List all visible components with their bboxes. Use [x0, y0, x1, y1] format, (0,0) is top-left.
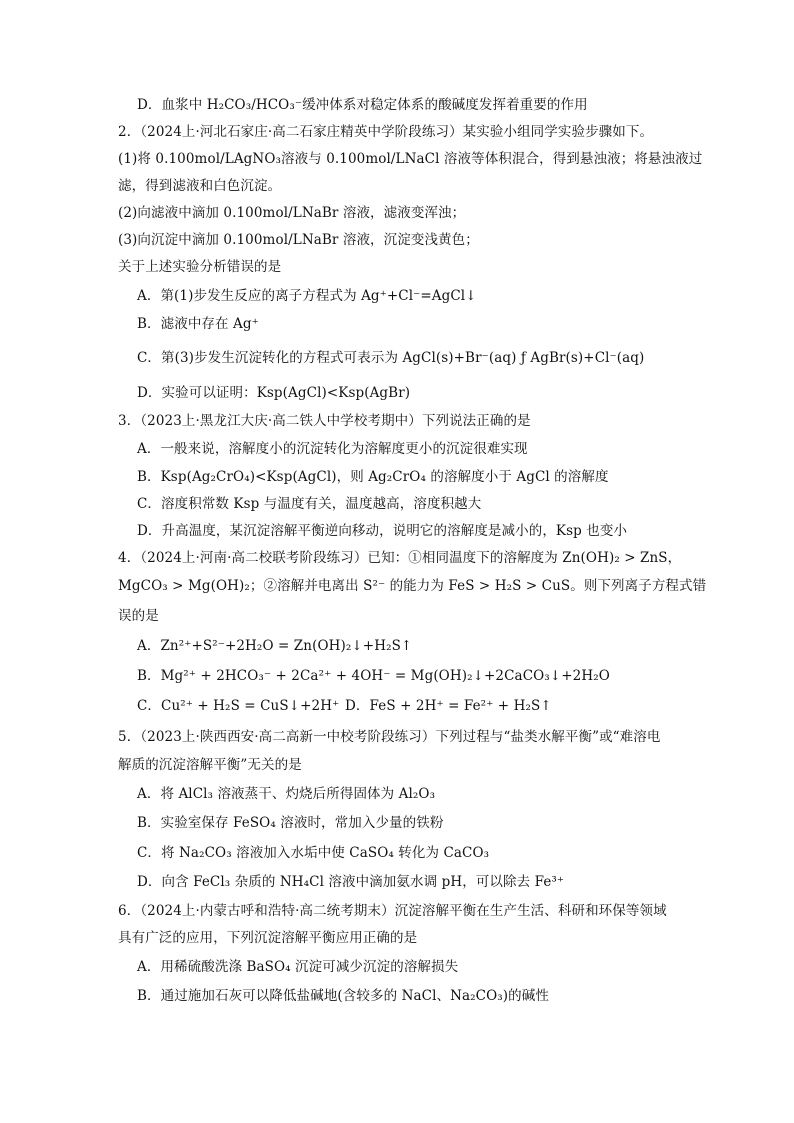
q5-option-b: B．实验室保存 FeSO₄ 溶液时，常加入少量的铁粉 [137, 815, 444, 831]
q5-stem-cont: 解质的沉淀溶解平衡”无关的是 [118, 757, 302, 773]
q2-step2: (2)向滤液中滴加 0.100mol/LNaBr 溶液，滤液变浑浊； [118, 205, 466, 221]
q4-stem-end: 误的是 [118, 608, 159, 624]
q5-option-d: D．向含 FeCl₃ 杂质的 NH₄Cl 溶液中滴加氨水调 pH，可以除去 Fe³⁺ [137, 874, 565, 890]
q2-option-d: D．实验可以证明：Ksp(AgCl)<Ksp(AgBr) [137, 385, 411, 401]
q3-option-b: B．Ksp(Ag₂CrO₄)<Ksp(AgCl)，则 Ag₂CrO₄ 的溶解度小于 AgCl 的溶解度 [137, 469, 609, 485]
q5-option-c: C．将 Na₂CO₃ 溶液加入水垢中使 CaSO₄ 转化为 CaCO₃ [137, 845, 490, 861]
q2-step1: (1)将 0.100mol/LAgNO₃溶液与 0.100mol/LNaCl 溶液等体积混合，得到悬浊液；将悬浊液过 [118, 151, 703, 167]
q2-step3: (3)向沉淀中滴加 0.100mol/LNaBr 溶液，沉淀变浅黄色； [118, 232, 479, 248]
q3-option-c: C．溶度积常数 Ksp 与温度有关，温度越高，溶度积越大 [137, 496, 482, 512]
q2-question: 关于上述实验分析错误的是 [118, 259, 282, 275]
q6-stem-cont: 具有广泛的应用，下列沉淀溶解平衡应用正确的是 [118, 930, 418, 946]
q2-stem: 2．（2024上·河北石家庄·高二石家庄精英中学阶段练习）某实验小组同学实验步骤如下。 [118, 124, 654, 140]
q6-option-b: B．通过施加石灰可以降低盐碱地(含较多的 NaCl、Na₂CO₃)的碱性 [137, 988, 549, 1004]
q6-stem: 6．（2024上·内蒙古呼和浩特·高二统考期末）沉淀溶解平衡在生产生活、科研和环保等领域 [118, 903, 667, 919]
q5-stem: 5．（2023上·陕西西安·高二高新一中校考阶段练习）下列过程与“盐类水解平衡”或“难溶电 [118, 729, 661, 745]
q3-stem: 3．（2023上·黑龙江大庆·高二铁人中学校考期中）下列说法正确的是 [118, 413, 531, 429]
q4-option-a: A．Zn²⁺+S²⁻+2H₂O = Zn(OH)₂↓+H₂S↑ [137, 638, 413, 654]
q4-stem: 4．（2024上·河南·高二校联考阶段练习）已知：①相同温度下的溶解度为 Zn(OH)₂ > ZnS， [118, 550, 682, 566]
q2-option-c: C．第(3)步发生沉淀转化的方程式可表示为 AgCl(s)+Br⁻(aq) ƒ AgBr(s)+Cl⁻(aq) [137, 350, 645, 366]
q2-option-a: A．第(1)步发生反应的离子方程式为 Ag⁺+Cl⁻=AgCl↓ [137, 288, 477, 304]
q3-option-a: A．一般来说，溶解度小的沉淀转化为溶解度更小的沉淀很难实现 [137, 441, 528, 457]
q4-option-b: B．Mg²⁺ + 2HCO₃⁻ + 2Ca²⁺ + 4OH⁻ = Mg(OH)₂↓+2CaCO₃↓+2H₂O [137, 668, 610, 684]
q4-option-c: C．Cu²⁺ + H₂S = CuS↓+2H⁺ [137, 698, 340, 714]
q6-option-a: A．用稀硫酸洗涤 BaSO₄ 沉淀可减少沉淀的溶解损失 [137, 959, 459, 975]
q3-option-d: D．升高温度，某沉淀溶解平衡逆向移动，说明它的溶解度是减小的，Ksp 也变小 [137, 523, 628, 539]
q4-option-d: D．FeS + 2H⁺ = Fe²⁺ + H₂S↑ [345, 698, 552, 714]
q2-option-b: B．滤液中存在 Ag⁺ [137, 316, 259, 332]
q1-option-d: D．血浆中 H₂CO₃/HCO₃⁻缓冲体系对稳定体系的酸碱度发挥着重要的作用 [137, 97, 588, 113]
q4-stem-cont: MgCO₃ > Mg(OH)₂；②溶解并电离出 S²⁻ 的能力为 FeS > H₂S > CuS。则下列离子方程式错 [118, 578, 707, 594]
q5-option-a: A．将 AlCl₃ 溶液蒸干、灼烧后所得固体为 Al₂O₃ [137, 786, 436, 802]
q2-step1-cont: 滤，得到滤液和白色沉淀。 [118, 178, 282, 194]
